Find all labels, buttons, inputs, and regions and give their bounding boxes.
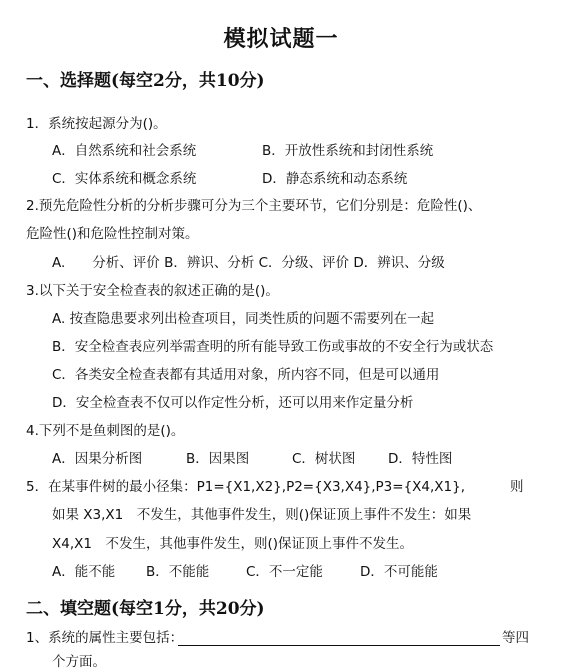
question-5-option-d: D．不可能能 [360,564,438,580]
question-4-option-c: C．树状图 [292,451,356,467]
question-5-option-b: B．不能能 [146,564,210,580]
question-3-option-c: C．各类安全检查表都有其适用对象，所内容不同，但是可以通用 [52,367,440,383]
question-3-option-b: B．安全检查表应列举需查明的所有能导致工伤或事故的不安全行为或状态 [52,339,494,355]
fill-1-stem: 1、系统的属性主要包括： [26,630,184,646]
question-1-option-d: D．静态系统和动态系统 [262,171,408,187]
question-4-option-d: D．特性图 [388,451,453,467]
question-1-option-b: B．开放性系统和封闭性系统 [262,143,434,159]
question-4-option-b: B．因果图 [186,451,250,467]
question-3-option-a: A. 按查隐患要求列出检查项目，同类性质的问题不需要列在一起 [52,311,435,327]
question-2-options: A. 分析、评价 B．辨识、分析 C．分级、评价 D．辨识、分级 [52,255,445,271]
question-4-option-a: A．因果分析图 [52,451,143,467]
question-1-option-c: C．实体系统和概念系统 [52,171,197,187]
question-5-stem-line1-end: 则 [510,479,524,495]
fill-1-end: 等四 [502,630,529,646]
question-5-stem-line2: 如果 X3,X1 不发生，其他事件发生，则()保证顶上事件不发生：如果 [52,507,472,523]
question-1-option-a: A．自然系统和社会系统 [52,143,197,159]
question-3-stem: 3.以下关于安全检查表的叙述正确的是()。 [26,283,279,299]
question-5-stem-line3: X4,X1 不发生，其他事件发生，则()保证顶上事件不发生。 [52,536,413,552]
question-5-option-c: C．不一定能 [246,564,323,580]
question-5-stem-line1: 5．在某事件树的最小径集：P1={X1,X2},P2={X3,X4},P3={X4,X1}, [26,479,466,495]
page-title: 模拟试题一 [223,26,339,52]
question-3-option-d: D．安全检查表不仅可以作定性分析，还可以用来作定量分析 [52,395,414,411]
section-heading-choice: 一、选择题(每空2分，共10分) [26,71,265,91]
question-4-stem: 4.下列不是鱼刺图的是()。 [26,423,185,439]
fill-1-line2: 个方面。 [52,654,106,670]
question-2-stem-line1: 2.预先危险性分析的分析步骤可分为三个主要环节，它们分别是：危险性()、 [26,198,482,214]
question-5-option-a: A．能不能 [52,564,116,580]
fill-1-blank [178,645,500,646]
question-1-stem: 1．系统按起源分为()。 [26,116,167,132]
question-2-stem-line2: 危险性()和危险性控制对策。 [26,226,199,242]
section-heading-fill: 二、填空题(每空1分，共20分) [26,599,265,619]
